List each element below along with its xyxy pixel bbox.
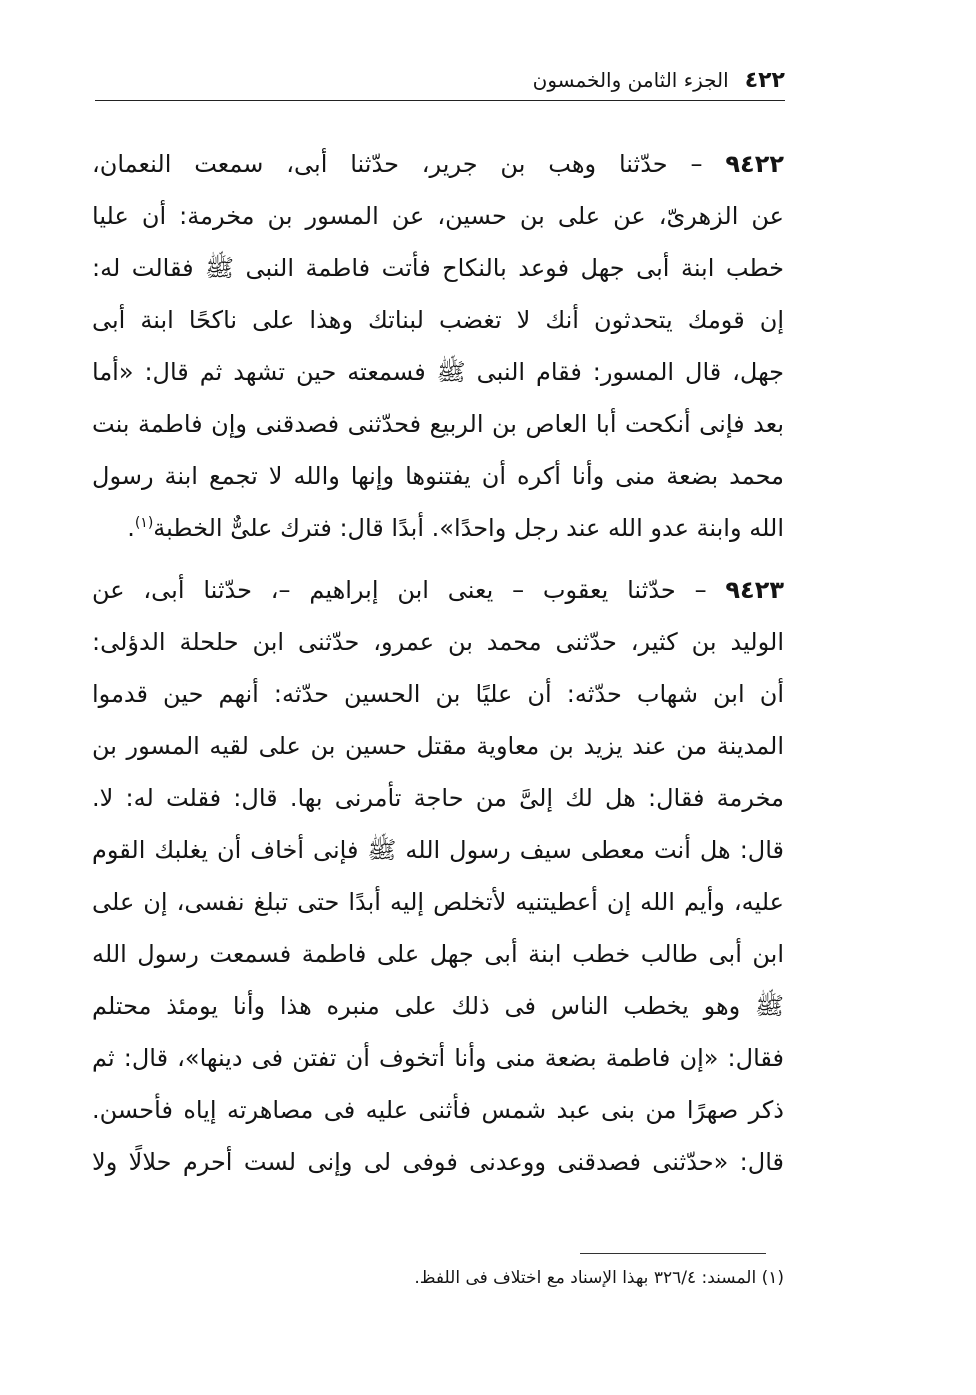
running-header: [95, 60, 785, 100]
footnote-reference: (١): [134, 515, 154, 531]
text-line: بعد فإنى أنكحت أبا العاص بن الربيع فحدّثنى فصدقنى وإن فاطمة بنت: [92, 410, 784, 438]
text-line: ﷺ وهو يخطب الناس فى ذلك على منبره هذا وأنا يومئذ محتلم: [92, 992, 784, 1020]
text-line: جهل، قال المسور: فقام النبى ﷺ فسمعته حين تشهد ثم قال: «أما: [92, 358, 784, 386]
text-line: إن قومك يتحدثون أنك لا تغضب لبناتك وهذا على ناكحًا ابنة أبى: [92, 306, 784, 334]
text-line: خطب ابنة أبى جهل فوعد بالنكاح فأتت فاطمة النبى ﷺ فقالت له:: [92, 254, 784, 282]
text-line: مخرمة فقال: هل لك إلىَّ من حاجة تأمرنى بها. قال: فقلت له: لا.: [92, 784, 784, 812]
text-line: ابن أبى طالب خطب ابنة أبى جهل على فاطمة فسمعت رسول الله: [92, 940, 784, 968]
text-line: ذكر صهرًا من بنى عبد شمس فأثنى عليه فى مصاهرته إياه فأحسن.: [92, 1096, 784, 1124]
hadith-number: ٩٤٢٣: [725, 576, 784, 604]
text-line: الله وابنة عدو الله عند رجل واحدًا». أبدًا قال: فترك علىٌّ الخطبة$^{(١)}$.: [127, 514, 784, 542]
text-line: أن ابن شهاب حدّثه: أن عليًا بن الحسين حدّثه: أنهم حين قدموا: [92, 680, 784, 708]
text-line: ٩٤٢٢ – حدّثنا وهب بن جرير، حدّثنا أبى، سمعت النعمان،: [92, 150, 784, 178]
end-mark: .: [127, 514, 135, 542]
body-text: [92, 138, 784, 1188]
hadith-number: ٩٤٢٢: [725, 150, 784, 178]
footnote-rule: [580, 1253, 766, 1254]
text-line: قال: هل أنت معطى سيف رسول الله ﷺ فإنى أخاف أن يغلبك القوم: [92, 836, 784, 864]
text-line: الوليد بن كثير، حدّثنى محمد بن عمرو، حدّثنى ابن حلحلة الدؤلى:: [92, 628, 784, 656]
text-line: المدينة من عند يزيد بن معاوية مقتل حسين بن على لقيه المسور بن: [92, 732, 784, 760]
text-line: عليه، وأيم الله إن أعطيتنيه لأتخلص إليه أبدًا حتى تبلغ نفسى، إن على: [92, 888, 784, 916]
page-number: ٤٢٢: [744, 67, 785, 93]
text-line: محمد بضعة منى وأنا أكره أن يفتنوها وإنها والله لا تجمع ابنة رسول: [92, 462, 784, 490]
footnote: (١) المسند: ٣٢٦/٤ بهذا الإسناد مع اختلاف فى اللفظ.: [414, 1268, 784, 1288]
header-rule: [95, 100, 785, 101]
header-title: الجزء الثامن والخمسون: [532, 68, 729, 92]
text-line: فقال: «إن فاطمة بضعة منى وأنا أتخوف أن تفتن فى دينها»، قال: ثم: [92, 1044, 784, 1072]
text-line: قال: «حدّثنى فصدقنى ووعدنى فوفى لى وإنى لست أحرم حلالًا ولا: [92, 1148, 784, 1176]
text-line: عن الزهرىّ، عن على بن حسين، عن المسور بن مخرمة: أن عليا: [92, 202, 784, 230]
text-line: ٩٤٢٣ – حدّثنا يعقوب – يعنى ابن إبراهيم –، حدّثنا أبى، عن: [92, 576, 784, 604]
